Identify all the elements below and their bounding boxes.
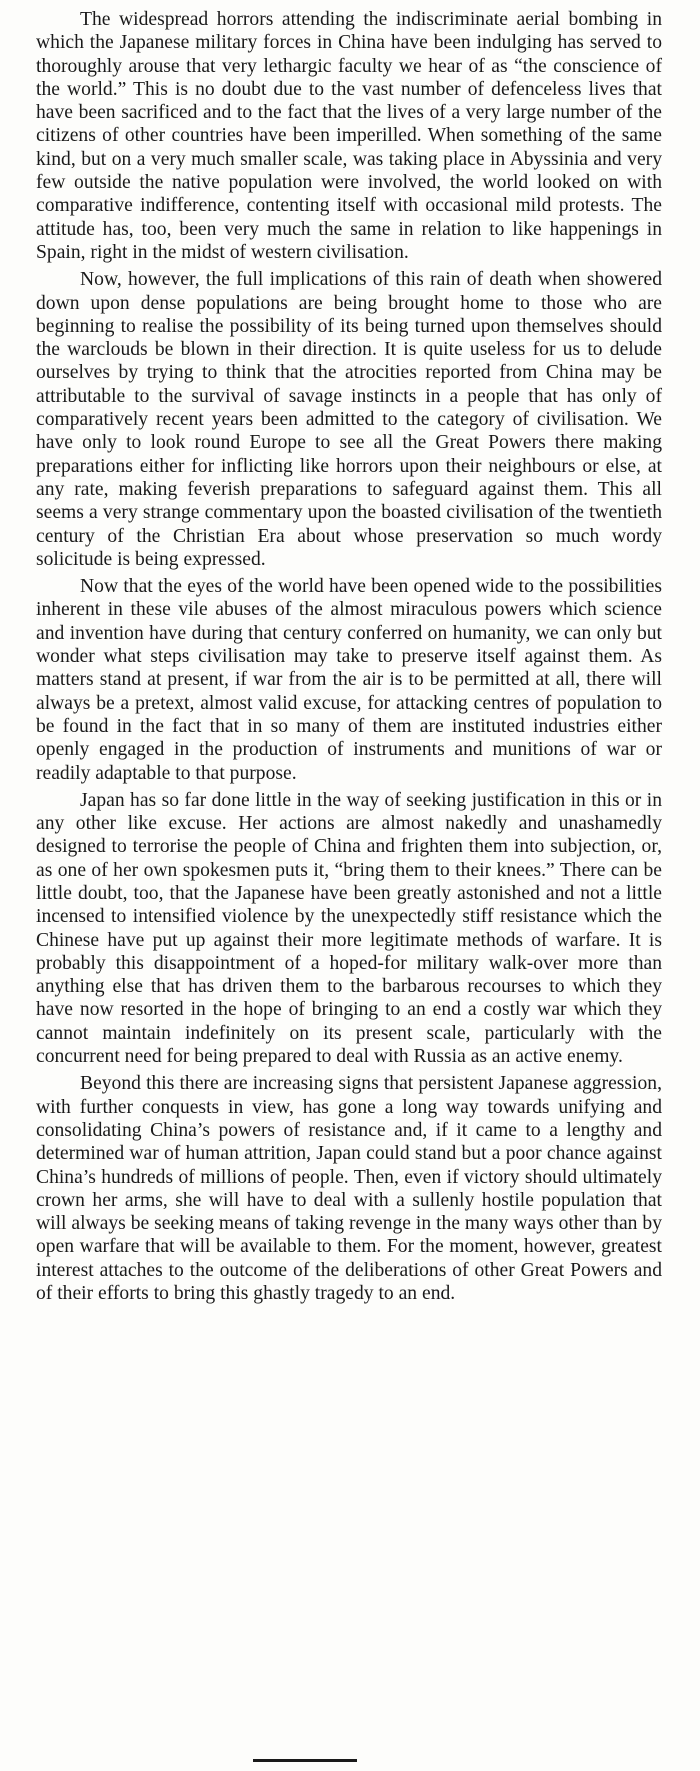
paragraph-2: Now, however, the full implications of this rain of death when showered down upon dense populations are being brought home to those who are beginning to realise the possibility of its being turned upon themselves should the warclouds be blown in their direction. It is quite useless for us to delude ourselves by trying to think that the atrocities reported from China may be attributable to the survival of savage instincts in a people that has only of comparatively recent years been admitted to the category of civilisation. We have only to look round Europe to see all the Great Powers there making preparations either for inflicting like horrors upon their neighbours or else, at any rate, making feverish preparations to safeguard against them. This all seems a very strange commentary upon the boasted civilisation of the twentieth century of the Christian Era about whose preservation so much wordy solicitude is being expressed. bbox=[36, 269, 662, 570]
paragraph-4: Japan has so far done little in the way of seeking justification in this or in any other like excuse. Her actions are almost nakedly and unashamedly designed to terrorise the people of China and frighten them into subjection, or, as one of her own spokesmen puts it, “bring them to their knees.” There can be little doubt, too, that the Japanese have been greatly astonished and not a little incensed to intensified violence by the unexpectedly stiff resistance which the Chinese have put up against their more legitimate methods of warfare. It is probably this disappointment of a hoped-for military walk-over more than anything else that has driven them to the barbarous recourses to which they have now resorted in the hope of bringing to an end a costly war which they cannot maintain indefinitely on its present scale, particularly with the concurrent need for being prepared to deal with Russia as an active enemy. bbox=[36, 789, 662, 1068]
paragraph-1: The widespread horrors attending the indiscriminate aerial bombing in which the Japanese military forces in China have been indulging has served to thoroughly arouse that very lethargic faculty we hear of as “the conscience of the world.” This is no doubt due to the vast number of defenceless lives that have been sacrificed and to the fact that the lives of a very large number of the citizens of other countries have been imperilled. When something of the same kind, but on a very much smaller scale, was taking place in Abyssinia and very few outside the native population were involved, the world looked on with comparative indifference, contenting itself with occasional mild protests. The attitude has, too, been very much the same in relation to like happenings in Spain, right in the midst of western civilisation. bbox=[36, 9, 662, 263]
editorial-column bbox=[36, 8, 662, 1309]
paragraph-5: Beyond this there are increasing signs that persistent Japanese aggression, with further conquests in view, has gone a long way towards unifying and consolidating China’s powers of resistance and, if it came to a lengthy and determined war of human attrition, Japan could stand but a poor chance against China’s hundreds of millions of people. Then, even if victory should ultimately crown her arms, she will have to deal with a sullenly hostile population that will always be seeking means of taking revenge in the many ways other than by open warfare that will be available to them. For the moment, however, greatest interest attaches to the outcome of the deliberations of other Great Powers and of their efforts to bring this ghastly tragedy to an end. bbox=[36, 1073, 662, 1305]
paragraph-3: Now that the eyes of the world have been opened wide to the possibilities inherent in these vile abuses of the almost miraculous powers which science and invention have during that century conferred on humanity, we can only but wonder what steps civilisation may take to preserve itself against them. As matters stand at present, if war from the air is to be permitted at all, there will always be a pretext, almost valid excuse, for attacking centres of population to be found in the fact that in so many of them are instituted industries either openly engaged in the production of instruments and munitions of war or readily adaptable to that purpose. bbox=[36, 576, 662, 784]
end-rule-divider bbox=[253, 1759, 357, 1762]
